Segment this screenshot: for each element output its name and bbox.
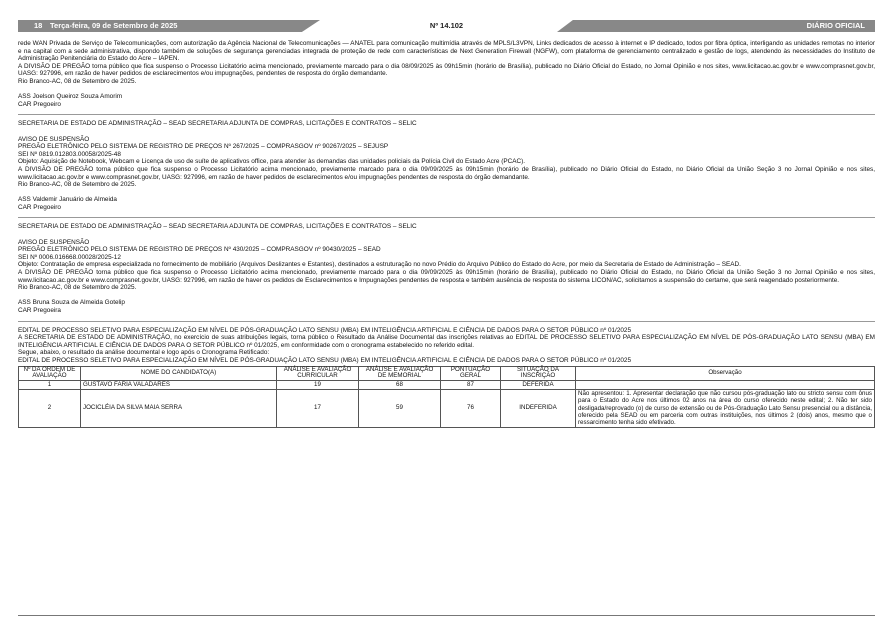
- table-header-row: [19, 366, 875, 381]
- block2-notice: A DIVISÃO DE PREGÃO torna público que fica suspenso o Processo Licitatório acima mencionado, previamente marcado para o dia 09/09/2025 às 09h15min (horário de Brasília), publicado no Diário Oficial do Estado, no Diário Oficial da União Seção 3 no Jornal Opinião e nos sites, www.licitacao.ac.gov.br e www.comprasnet.gov.br, UASG: 927996, em razão de haver pedidos de esclarecimentos e/ou impugnações pendentes de resposta do órgão demandante.: [18, 165, 875, 181]
- col-header-pontuacao: PONTUAÇÃO GERAL: [441, 366, 501, 381]
- issue-number: Nº 14.102: [429, 21, 464, 30]
- block3-objeto: Objeto: Contratação de empresa especializada no fornecimento de mobiliário (Arquivos Deslizantes e Estantes), destinados a estruturação no novo Prédio do Arquivo Público do Estado do Acre, por meio da Secretaria de Estado de Administração – SEAD.: [18, 261, 741, 269]
- cell-nome: GUSTAVO FARIA VALADARES: [81, 381, 277, 390]
- table-title: EDITAL DE PROCESSO SELETIVO PARA ESPECIALIZAÇÃO EM NÍVEL DE PÓS-GRADUAÇÃO LATO SENSU (MBA) EM INTELIGÊNCIA ARTIFICIAL E CIÊNCIA DE DADOS PARA O SETOR PÚBLICO nº 01/2025: [18, 356, 632, 364]
- cell-curricular: 17: [277, 389, 359, 427]
- block1-signature: ASS Joelson Queiroz Souza Amorim: [18, 93, 123, 101]
- col-header-curricular: ANÁLISE E AVALIAÇÃO CURRICULAR: [277, 366, 359, 381]
- cell-memorial: 59: [359, 389, 441, 427]
- block2-place: Rio Branco-AC, 08 de Setembro de 2025.: [18, 181, 137, 189]
- block1-notice: A DIVISÃO DE PREGÃO torna público que fica suspenso o Processo Licitatório acima mencionado, previamente marcado para o dia 08/09/2025 às 09h15min (horário de Brasília), publicado no Diário Oficial do Estado, no Jornal Opinião e nos sites, www.licitacao.ac.gov.br e www.comprasnet.gov.br, UASG: 927996, em razão de haver pedidos de esclarecimentos e/ou impugnações, pendentes de resposta do órgão demandante.: [18, 62, 875, 78]
- block1-place: Rio Branco-AC, 08 de Setembro de 2025.: [18, 77, 137, 85]
- publication-title: DIÁRIO OFICIAL: [806, 21, 865, 30]
- table-row: [19, 381, 875, 390]
- block1-body: rede WAN Privada de Serviço de Telecomunicações, com autorização da Agência Nacional de Telecomunicações — ANATEL para comunicação multimídia através de MPLS/L3VPN, Links dedicados de acesso à internet e IP dedicado, todos por fibra óptica, interligando as unidades remotas no interior e na capital com a sede administrativa, dispondo também de soluções de segurança gerenciadas integrada de proteção de rede com características de Next Generation Firewall (NGFW), com plataforma de gerenciamento centralizado e gestão de logs, atendendo às necessidades do Instituto de Administração Penitenciária do Estado do Acre – IAPEN.: [18, 40, 875, 63]
- cell-ordem: 2: [19, 389, 81, 427]
- block3-sei: SEI Nº 0006.016668.00028/2025-12: [18, 253, 121, 261]
- block3-notice: A DIVISÃO DE PREGÃO torna público que fica suspenso o Processo Licitatório acima mencionado, previamente marcado para o dia 09/09/2025 às 09h15min (horário de Brasília), publicado no Diário Oficial do Estado, no Diário Oficial da União Seção 3 no Jornal Opinião e nos sites, www.licitacao.ac.gov.br e www.comprasnet.gov.br, UASG: 927996, em razão de haver os pedidos de Esclarecimentos e Impugnações pendentes de resposta e também ausência de resposta do sistema LICON/AC, solicitamos a suspensão do certame, que será reagendado posteriormente.: [18, 269, 875, 284]
- page-bottom-rule: [18, 615, 875, 616]
- cell-situacao: INDEFERIDA: [501, 389, 576, 427]
- block2-heading: SECRETARIA DE ESTADO DE ADMINISTRAÇÃO – SEAD SECRETARIA ADJUNTA DE COMPRAS, LICITAÇÕES E CONTRATOS – SELIC: [18, 120, 417, 128]
- cell-situacao: DEFERIDA: [501, 381, 576, 390]
- header-date: Terça-feira, 09 de Setembro de 2025: [50, 21, 178, 30]
- block2-pregao: PREGÃO ELETRÔNICO PELO SISTEMA DE REGISTRO DE PREÇOS Nº 267/2025 – COMPRASGOV nº 90267/2025 – SEJUSP: [18, 143, 389, 151]
- page-number: 18: [34, 21, 43, 30]
- cell-nome: JOCICLÉIA DA SILVA MAIA SERRA: [81, 389, 277, 427]
- cell-observacao: [576, 381, 875, 390]
- col-header-situacao: SITUAÇÃO DA INSCRIÇÃO: [501, 366, 576, 381]
- results-table: [18, 366, 875, 428]
- block3-heading: SECRETARIA DE ESTADO DE ADMINISTRAÇÃO – SEAD SECRETARIA ADJUNTA DE COMPRAS, LICITAÇÕES E CONTRATOS – SELIC: [18, 223, 417, 231]
- block1-role: CAR Pregoeiro: [18, 100, 61, 108]
- block3-signature: ASS Bruna Souza de Almeida Gotelip: [18, 299, 125, 307]
- block4-body: A SECRETARIA DE ESTADO DE ADMINISTRAÇÃO, no exercício de suas atribuições legais, torna público o Resultado da Análise Documental das inscrições relativas ao EDITAL DE PROCESSO SELETIVO PARA ESPECIALIZAÇÃO EM NÍVEL DE PÓS-GRADUAÇÃO LATO SENSU (MBA) EM INTELIGÊNCIA ARTIFICIAL E CIÊNCIA DE DADOS PARA O SETOR PÚBLICO nº 01/2025, em conformidade com o cronograma estabelecido no referido edital.: [18, 334, 875, 349]
- cell-curricular: 19: [277, 381, 359, 390]
- cell-ordem: 1: [19, 381, 81, 390]
- cell-pontuacao: 87: [441, 381, 501, 390]
- page-header: [18, 20, 875, 32]
- block4-segue: Segue, abaixo, o resultado da análise documental e logo após o Cronograma Retificado:: [18, 349, 270, 357]
- section-divider: [18, 217, 875, 218]
- cell-observacao: Não apresentou: 1. Apresentar declaração que não cursou pós-graduação lato ou stricto sensu com ônus para o Estado do Acre nos últimos 02 anos na área do curso oferecido neste edital; 2. Não ter sido desligada/reprovado (o) de curso de extensão ou de Pós-Graduação Lato Sensu presencial ou a distância, oferecido pela SEAD ou em parceria com outras instituições, nos últimos 2 (dois) anos, mesmo que o ressarcimento tenha sido efetivado.: [576, 389, 875, 427]
- block2-objeto: Objeto: Aquisição de Notebook, Webcam e Licença de uso de suíte de aplicativos office, para atender às demandas das unidades policiais da Polícia Civil do Estado Acre (PCAC).: [18, 158, 526, 166]
- cell-pontuacao: 76: [441, 389, 501, 427]
- block3-pregao: PREGÃO ELETRÔNICO PELO SISTEMA DE REGISTRO DE PREÇOS Nº 430/2025 – COMPRASGOV nº 90430/2025 – SEAD: [18, 246, 381, 254]
- block2-role: CAR Pregoeiro: [18, 203, 61, 211]
- cell-memorial: 68: [359, 381, 441, 390]
- block3-role: CAR Pregoeira: [18, 307, 61, 314]
- block2-signature: ASS Valdemir Januário de Almeida: [18, 196, 117, 204]
- col-header-ordem: Nº DA ORDEM DE AVALIAÇÃO: [19, 366, 81, 381]
- col-header-nome: NOME DO CANDIDATO(A): [81, 366, 277, 381]
- table-row: [19, 389, 875, 427]
- page-content: [18, 40, 875, 428]
- block2-sei: SEI Nº 0819.012803.00058/2025-48: [18, 150, 121, 158]
- section-divider: [18, 321, 875, 322]
- block3-aviso: AVISO DE SUSPENSÃO: [18, 238, 90, 246]
- col-header-observacao: Observação: [576, 366, 875, 381]
- col-header-memorial: ANÁLISE E AVALIAÇÃO DE MEMORIAL: [359, 366, 441, 381]
- section-divider: [18, 114, 875, 115]
- block3-place: Rio Branco-AC, 08 de Setembro de 2025.: [18, 284, 137, 292]
- block4-heading: EDITAL DE PROCESSO SELETIVO PARA ESPECIALIZAÇÃO EM NÍVEL DE PÓS-GRADUAÇÃO LATO SENSU (MBA) EM INTELIGÊNCIA ARTIFICIAL E CIÊNCIA DE DADOS PARA O SETOR PÚBLICO nº 01/2025: [18, 326, 632, 334]
- block2-aviso: AVISO DE SUSPENSÃO: [18, 135, 90, 143]
